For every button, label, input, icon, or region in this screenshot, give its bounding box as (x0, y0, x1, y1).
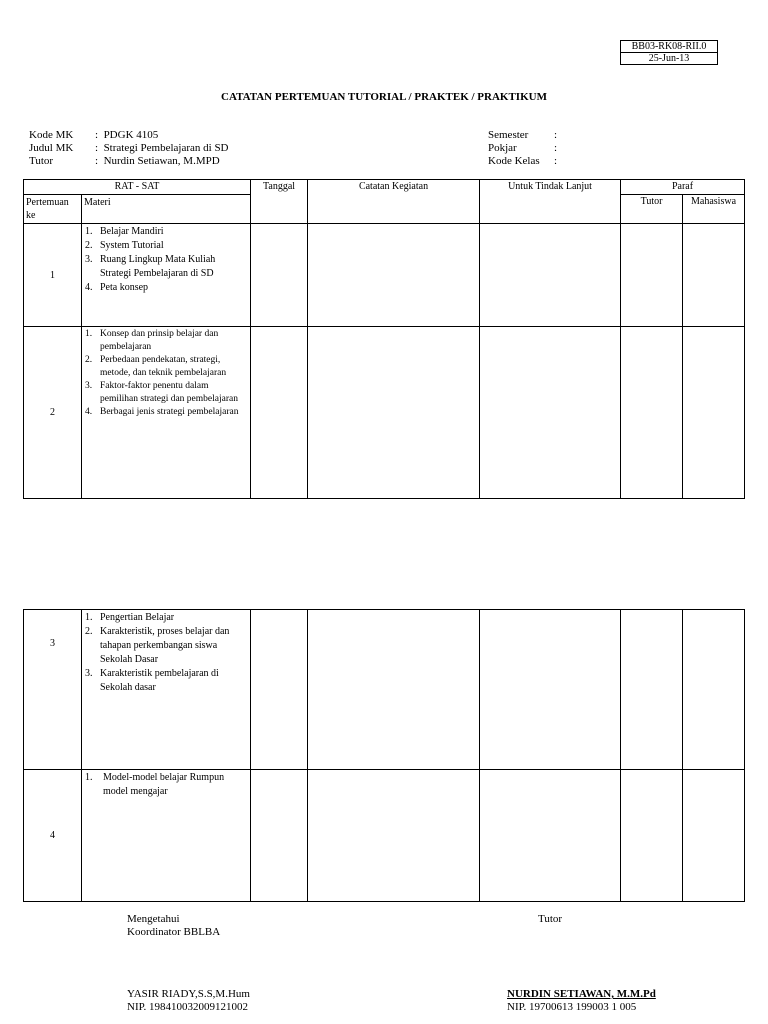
tanggal-header: Tanggal (251, 180, 308, 224)
page-title: CATATAN PERTEMUAN TUTORIAL / PRAKTEK / PRAKTIKUM (221, 91, 547, 103)
paraf-mahasiswa-cell[interactable] (683, 327, 745, 499)
info-sep: : (95, 155, 99, 167)
tanggal-cell[interactable] (251, 610, 308, 770)
info-kode-kelas (488, 155, 557, 168)
item-text: Berbagai jenis strategi pembelajaran (100, 407, 239, 417)
info-label: Pokjar (488, 142, 517, 154)
materi-header: Materi (82, 195, 251, 224)
materi-cell (82, 327, 251, 499)
info-value: Strategi Pembelajaran di SD (103, 142, 229, 154)
item-number: 2. (85, 240, 93, 251)
list-item (85, 354, 247, 380)
info-label: Tutor (29, 155, 54, 167)
pertemuan-header: Pertemuan ke (24, 195, 82, 224)
catatan-cell[interactable] (308, 327, 480, 499)
coordinator-label: Koordinator BBLBA (127, 926, 221, 938)
list-item (85, 380, 247, 406)
table-row (24, 770, 745, 902)
info-sep: : (554, 129, 558, 141)
catatan-kegiatan-header: Catatan Kegiatan (308, 180, 480, 224)
document-code: BB03-RK08-RII.0 (631, 41, 707, 52)
tanggal-cell[interactable] (251, 327, 308, 499)
list-item (85, 625, 247, 667)
list-item (85, 611, 247, 625)
item-text: Karakteristik, proses belajar dan tahapan perkembangan siswa Sekolah Dasar (100, 626, 230, 665)
paraf-header: Paraf (621, 180, 745, 195)
info-value: PDGK 4105 (103, 129, 159, 141)
info-label: Judul MK (29, 142, 74, 154)
tutor-name: NURDIN SETIAWAN, M.M.Pd (507, 988, 656, 1000)
list-item (85, 225, 247, 239)
tindak-lanjut-header: Untuk Tindak Lanjut (480, 180, 621, 224)
item-number: 3. (85, 381, 93, 391)
paraf-mahasiswa-cell[interactable] (683, 770, 745, 902)
signature-block-left (127, 913, 220, 939)
table-row (24, 610, 745, 770)
meeting-table-bottom (23, 609, 745, 902)
rat-sat-header: RAT - SAT (24, 180, 251, 195)
info-value: Nurdin Setiawan, M.MPD (103, 155, 220, 167)
paraf-mahasiswa-cell[interactable] (683, 610, 745, 770)
tanggal-cell[interactable] (251, 224, 308, 327)
item-text: Peta konsep (100, 282, 149, 293)
catatan-cell[interactable] (308, 224, 480, 327)
meeting-number: 4 (24, 770, 82, 902)
document-date: 25-Jun-13 (621, 52, 717, 64)
tutor-label: Tutor (538, 913, 563, 925)
item-number: 4. (85, 407, 93, 417)
info-label: Kode Kelas (488, 155, 540, 167)
info-label: Kode MK (29, 129, 74, 141)
tutor-header: Tutor (621, 195, 683, 224)
info-sep: : (554, 155, 558, 167)
materi-cell (82, 224, 251, 327)
materi-cell (82, 770, 251, 902)
list-item (85, 328, 247, 354)
meeting-number: 3 (24, 610, 82, 770)
list-item (85, 667, 247, 695)
document-code-box (620, 40, 718, 65)
info-tutor (29, 155, 229, 168)
coordinator-nip: NIP. 198410032009121002 (127, 1001, 249, 1013)
item-number: 2. (85, 355, 93, 365)
item-number: 2. (85, 626, 93, 637)
item-text: Pengertian Belajar (100, 612, 175, 623)
item-text: Perbedaan pendekatan, strategi, metode, dan teknik pembelajaran (100, 355, 227, 378)
paraf-mahasiswa-cell[interactable] (683, 224, 745, 327)
list-item (85, 239, 247, 253)
info-label: Semester (488, 129, 529, 141)
meeting-table-top (23, 179, 745, 499)
info-sep: : (95, 129, 99, 141)
signature-name-right (507, 988, 656, 1014)
catatan-cell[interactable] (308, 610, 480, 770)
catatan-cell[interactable] (308, 770, 480, 902)
item-text: Konsep dan prinsip belajar dan pembelajaran (100, 329, 219, 352)
item-number: 1. (85, 226, 93, 237)
info-sep: : (554, 142, 558, 154)
item-number: 3. (85, 668, 93, 679)
item-number: 1. (85, 772, 93, 783)
tindak-lanjut-cell[interactable] (480, 224, 621, 327)
item-number: 4. (85, 282, 93, 293)
tutor-nip: NIP. 19700613 199003 1 005 (507, 1001, 637, 1013)
table-row (24, 327, 745, 499)
info-judul-mk (29, 142, 229, 155)
list-item (85, 771, 247, 799)
item-text: Faktor-faktor penentu dalam pemilihan strategi dan pembelajaran (100, 381, 238, 404)
info-kode-mk (29, 129, 229, 142)
info-pokjar (488, 142, 557, 155)
paraf-tutor-cell[interactable] (621, 224, 683, 327)
list-item (85, 253, 247, 281)
item-text: System Tutorial (100, 240, 164, 251)
mahasiswa-header: Mahasiswa (683, 195, 745, 224)
table-row (24, 224, 745, 327)
meeting-number: 1 (24, 224, 82, 327)
course-info-right (488, 129, 557, 168)
meeting-number: 2 (24, 327, 82, 499)
course-info-left (29, 129, 229, 168)
coordinator-name: YASIR RIADY,S.S,M.Hum (127, 988, 250, 1000)
item-text: Model-model belajar Rumpun model mengajar (103, 772, 225, 797)
item-text: Ruang Lingkup Mata Kuliah Strategi Pembelajaran di SD (100, 254, 216, 279)
info-semester (488, 129, 557, 142)
paraf-tutor-cell[interactable] (621, 327, 683, 499)
tindak-lanjut-cell[interactable] (480, 770, 621, 902)
signature-name-left (127, 988, 250, 1014)
item-text: Belajar Mandiri (100, 226, 164, 237)
acknowledged-label: Mengetahui (127, 913, 180, 925)
header-row-1 (24, 180, 745, 195)
item-text: Karakteristik pembelajaran di Sekolah dasar (100, 668, 219, 693)
list-item (85, 281, 247, 295)
item-number: 3. (85, 254, 93, 265)
item-number: 1. (85, 612, 93, 623)
info-sep: : (95, 142, 99, 154)
tanggal-cell[interactable] (251, 770, 308, 902)
materi-cell (82, 610, 251, 770)
signature-block-right (538, 913, 562, 926)
paraf-tutor-cell[interactable] (621, 610, 683, 770)
item-number: 1. (85, 329, 93, 339)
paraf-tutor-cell[interactable] (621, 770, 683, 902)
list-item (85, 406, 247, 419)
tindak-lanjut-cell[interactable] (480, 327, 621, 499)
tindak-lanjut-cell[interactable] (480, 610, 621, 770)
